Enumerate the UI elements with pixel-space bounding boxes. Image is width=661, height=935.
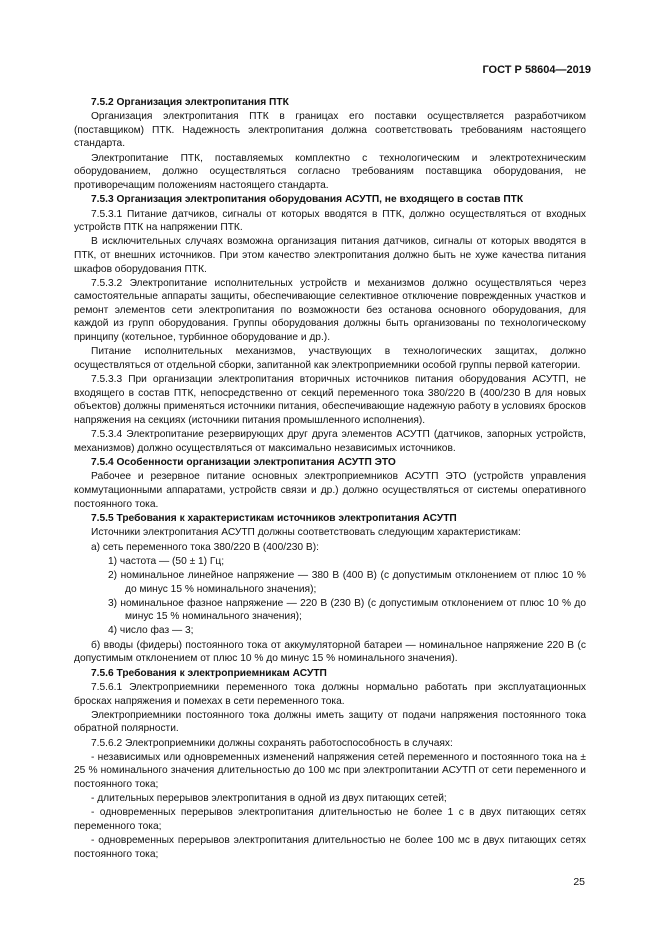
section-heading: 7.5.3 Организация электропитания оборудования АСУТП, не входящего в состав ПТК [91,194,524,206]
list-item: 4) число фаз — 3; [108,625,194,637]
paragraph: 7.5.6.2 Электроприемники должны сохранять работоспособность в случаях: [91,737,453,749]
paragraph: - независимых или одновременных изменений напряжения сетей переменного и постоянного тока на ± 25 % номинального значения длительностью до 100 мс при электропитании АСУТП от сети переменного и постоянного тока; [74,751,586,790]
paragraph: Питание исполнительных механизмов, участвующих в технологических защитах, должно осуществляться от отдельной сборки, запитанной как электроприемники особой группы первой категории. [74,346,586,371]
paragraph: 7.5.3.1 Питание датчиков, сигналы от которых вводятся в ПТК, должно осуществляться от входных устройств ПТК на напряжении ПТК. [74,208,586,234]
list-item: 2) номинальное линейное напряжение — 380 В (400 В) (с допустимым отклонением от плюс 10 % до минус 15 % номинального значения); [108,569,586,595]
paragraph: Организация электропитания ПТК в границах его поставки осуществляется разработчиком (поставщиком) ПТК. Надежность электропитания должна соответствовать требованиям настоящего стандарта. [74,111,586,150]
page-number: 25 [573,876,585,888]
standard-number: ГОСТ Р 58604—2019 [482,64,591,76]
paragraph: В исключительных случаях возможна организация питания датчиков, сигналы от которых вводятся в ПТК, от внешних источников. При этом качество электропитания должно быть не хуже качества питания шкафов оборудования ПТК. [74,236,586,275]
document-body [74,95,586,862]
paragraph: - одновременных перерывов электропитания длительностью не более 1 с в двух питающих сетях переменного тока; [74,807,586,832]
paragraph: Электроприемники постоянного тока должны иметь защиту от подачи напряжения постоянного тока обратной полярности. [74,709,586,735]
list-item: 3) номинальное фазное напряжение — 220 В (230 В) (с допустимым отклонением от плюс 10 % до минус 15 % номинального значения); [108,597,586,623]
section-heading: 7.5.2 Организация электропитания ПТК [91,97,289,108]
paragraph: а) сеть переменного тока 380/220 В (400/230 В): [91,541,319,553]
paragraph: Источники электропитания АСУТП должны соответствовать следующим характеристикам: [91,527,521,539]
paragraph: Электропитание ПТК, поставляемых комплектно с технологическим и электротехническим оборудованием, должно осуществляться согласно требованиям поставщика оборудования, не противоречащим положениям настоящего стандарта. [74,152,586,191]
paragraph: 7.5.3.3 При организации электропитания вторичных источников питания оборудования АСУТП, не входящего в состав ПТК, непосредственно от секций переменного тока 380/220 В (400/230 В для новых объектов) должны применяться источники питания, обеспечивающие надежную работу в условиях бросков напряжения на секциях (источники питания промышленного исполнения). [74,374,586,426]
paragraph: 7.5.3.2 Электропитание исполнительных устройств и механизмов должно осуществляться через самостоятельные аппараты защиты, обеспечивающие селективное отключение поврежденных участков и ремонт элементов сети электропитания по возможности без останова основного оборудования, для каждой из групп оборудования. Группы оборудования должны быть организованы по технологическому принципу (котельное, турбинное оборудование и др.). [74,277,586,344]
section-heading: 7.5.5 Требования к характеристикам источников электропитания АСУТП [91,513,457,525]
paragraph: Рабочее и резервное питание основных электроприемников АСУТП ЭТО (устройств управления коммутационными аппаратами, устройств связи и др.) должно осуществляться от системы оперативного постоянного тока. [74,471,586,510]
paragraph: - одновременных перерывов электропитания длительностью не более 100 мс в двух питающих сетях постоянного тока; [74,835,586,860]
paragraph: - длительных перерывов электропитания в одной из двух питающих сетей; [91,793,447,805]
list-item: 1) частота — (50 ± 1) Гц; [108,555,225,567]
paragraph: 7.5.3.4 Электропитание резервирующих друг друга элементов АСУТП (датчиков, запорных устройств, механизмов) должно осуществляться от максимально независимых источников. [74,429,586,454]
paragraph: б) вводы (фидеры) постоянного тока от аккумуляторной батареи — номинальное напряжение 220 В (с допустимым отклонением от плюс 10 % до минус 15 % номинального значения). [74,639,586,665]
section-heading: 7.5.4 Особенности организации электропитания АСУТП ЭТО [91,457,396,469]
paragraph: 7.5.6.1 Электроприемники переменного тока должны нормально работать при эксплуатационных бросках напряжения и помехах в сети переменного тока. [74,682,586,707]
section-heading: 7.5.6 Требования к электроприемникам АСУТП [91,667,327,679]
